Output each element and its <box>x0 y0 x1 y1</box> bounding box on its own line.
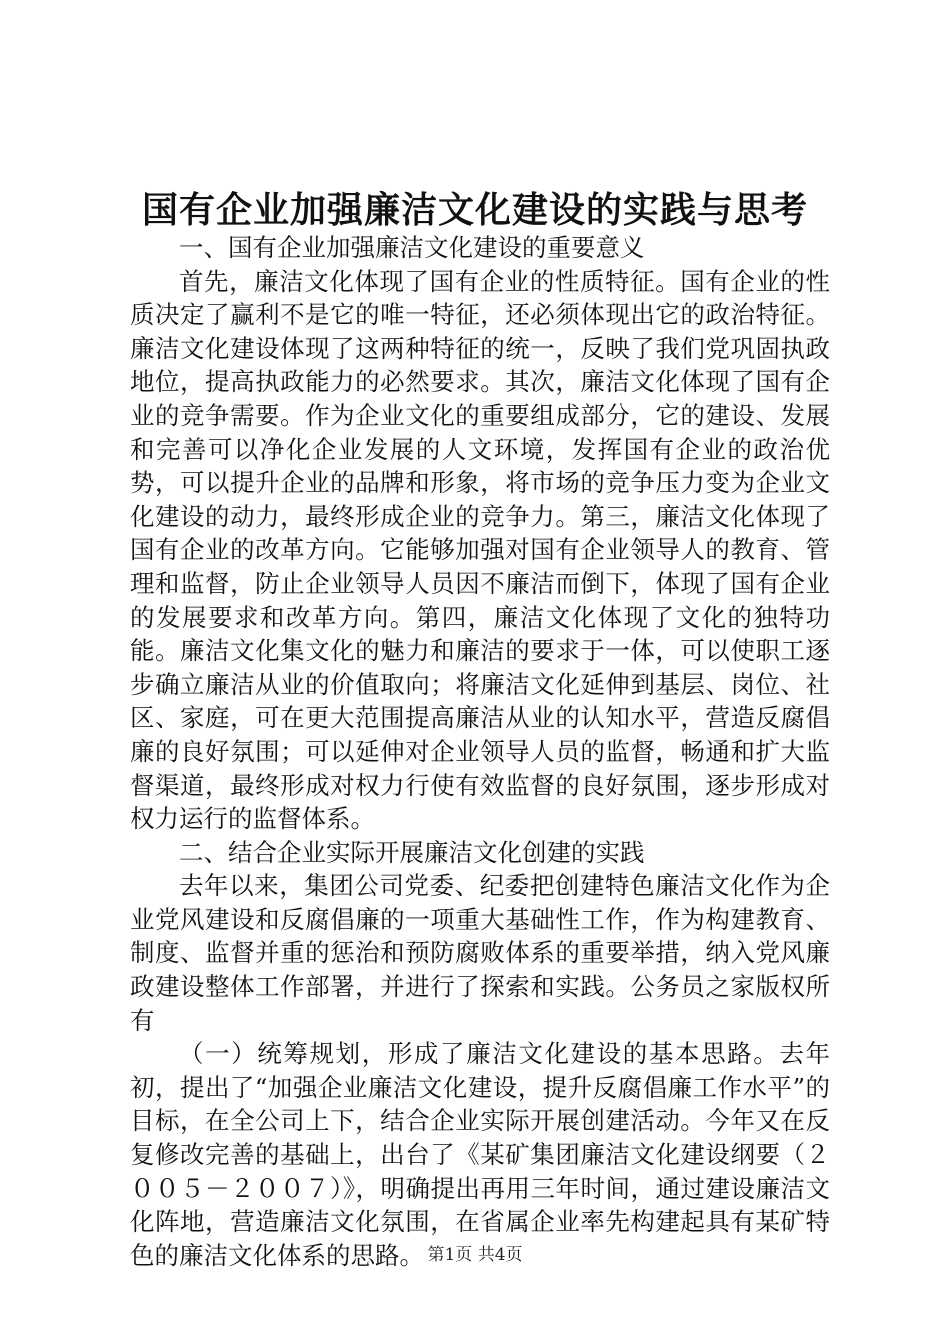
paragraph-2: 去年以来，集团公司党委、纪委把创建特色廉洁文化作为企业党风建设和反腐倡廉的一项重大基础性工作，作为构建教育、制度、监督并重的惩治和预防腐败体系的重要举措，纳入党风廉政建设整体工作部署，并进行了探索和实践。公务员之家版权所有 <box>130 871 830 1035</box>
document-title: 国有企业加强廉洁文化建设的实践与思考 <box>141 189 808 231</box>
section-heading-1: 一、国有企业加强廉洁文化建设的重要意义 <box>179 233 645 262</box>
paragraph-3: （一）统筹规划，形成了廉洁文化建设的基本思路。去年初，提出了“加强企业廉洁文化建设，提升反腐倡廉工作水平”的目标，在全公司上下，结合企业实际开展创建活动。今年又在反复修改完善的基础上，出台了《某矿集团廉洁文化建设纲要（２００５－２００７）》，明确提出再用三年时间，通过建设廉洁文化阵地，营造廉洁文化氛围，在省属企业率先构建起具有某矿特色的廉洁文化体系的思路。 <box>130 1039 830 1270</box>
section-heading-2: 二、结合企业实际开展廉洁文化创建的实践 <box>179 837 645 867</box>
paragraph-1: 首先，廉洁文化体现了国有企业的性质特征。国有企业的性质决定了赢利不是它的唯一特征，还必须体现出它的政治特征。廉洁文化建设体现了这两种特征的统一，反映了我们党巩固执政地位，提高执政能力的必然要求。其次，廉洁文化体现了国有企业的竞争需要。作为企业文化的重要组成部分，它的建设、发展和完善可以净化企业发展的人文环境，发挥国有企业的政治优势，可以提升企业的品牌和形象，将市场的竞争压力变为企业文化建设的动力，最终形成企业的竞争力。第三，廉洁文化体现了国有企业的改革方向。它能够加强对国有企业领导人的教育、管理和监督，防止企业领导人员因不廉洁而倒下，体现了国有企业的发展要求和改革方向。第四，廉洁文化体现了文化的独特功能。廉洁文化集文化的魅力和廉洁的要求于一体，可以使职工逐步确立廉洁从业的价值取向；将廉洁文化延伸到基层、岗位、社区、家庭，可在更大范围提高廉洁从业的认知水平，营造反腐倡廉的良好氛围；可以延伸对企业领导人员的监督，畅通和扩大监督渠道，最终形成对权力行使有效监督的良好氛围，逐步形成对权力运行的监督体系。 <box>130 266 830 834</box>
document-body <box>130 231 830 1272</box>
page-number-footer: 第1页 共4页 <box>427 1245 523 1265</box>
